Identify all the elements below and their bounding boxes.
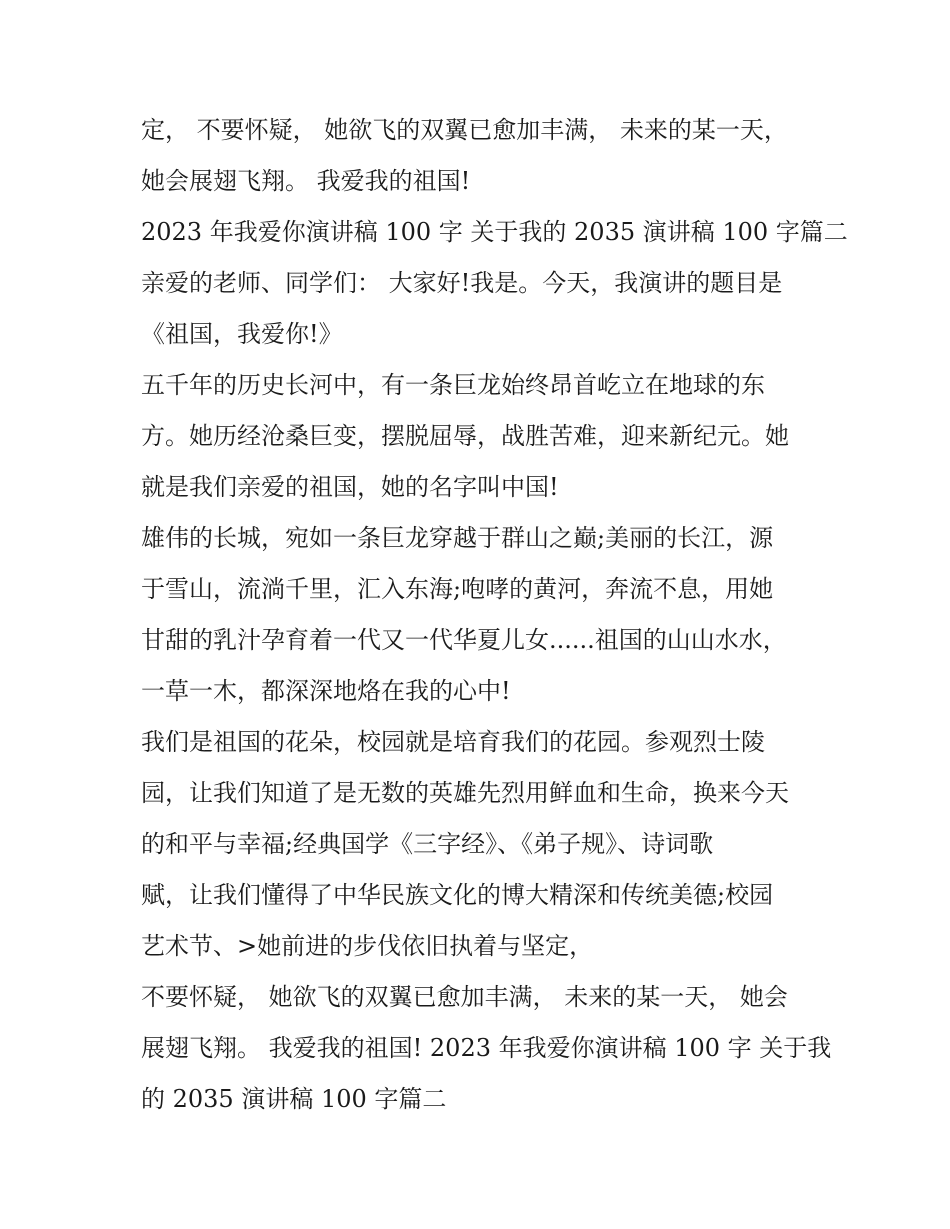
- text-line: 园，让我们知道了是无数的英雄先烈用鲜血和生命，换来今天: [141, 779, 789, 807]
- text-line: 她会展翅飞翔。 我爱我的祖国!: [141, 167, 471, 195]
- text-line: 甘甜的乳汁孕育着一代又一代华夏儿女......祖国的山山水水，: [141, 626, 787, 654]
- text-line: 艺术节、>她前进的步伐依旧执着与坚定，: [141, 932, 594, 960]
- text-line: 方。她历经沧桑巨变，摆脱屈辱，战胜苦难，迎来新纪元。她: [141, 422, 789, 450]
- text-line: 五千年的历史长河中，有一条巨龙始终昂首屹立在地球的东: [141, 371, 765, 399]
- text-line: 亲爱的老师、同学们： 大家好!我是。今天，我演讲的题目是: [141, 269, 783, 297]
- text-line: 雄伟的长城，宛如一条巨龙穿越于群山之巅;美丽的长江，源: [141, 524, 774, 552]
- heading-line: 2023 年我爱你演讲稿 100 字 关于我的 2035 演讲稿 100 字篇二: [141, 218, 848, 246]
- text-line: 的 2035 演讲稿 100 字篇二: [141, 1085, 447, 1113]
- text-line: 不要怀疑， 她欲飞的双翼已愈加丰满， 未来的某一天， 她会: [141, 983, 788, 1011]
- text-line: 定， 不要怀疑， 她欲飞的双翼已愈加丰满， 未来的某一天，: [141, 116, 788, 144]
- text-line: 我们是祖国的花朵，校园就是培育我们的花园。参观烈士陵: [141, 728, 765, 756]
- document-body: [141, 105, 848, 1125]
- text-line: 的和平与幸福;经典国学《三字经》、《弟子规》、诗词歌: [141, 830, 714, 858]
- text-line: 一草一木，都深深地烙在我的心中!: [141, 677, 511, 705]
- text-line: 赋，让我们懂得了中华民族文化的博大精深和传统美德;校园: [141, 881, 774, 909]
- text-line: 展翅飞翔。 我爱我的祖国! 2023 年我爱你演讲稿 100 字 关于我: [141, 1034, 832, 1062]
- speech-title: 《祖国，我爱你!》: [141, 320, 343, 348]
- text-line: 就是我们亲爱的祖国，她的名字叫中国!: [141, 473, 559, 501]
- text-line: 于雪山，流淌千里，汇入东海;咆哮的黄河，奔流不息，用她: [141, 575, 774, 603]
